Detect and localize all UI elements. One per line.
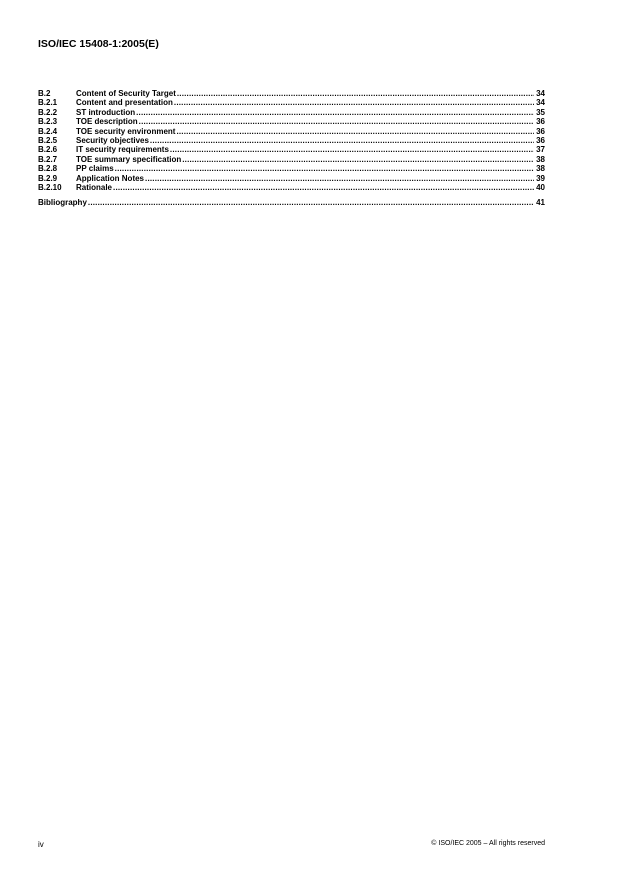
toc-entry-title: ST introduction xyxy=(76,107,136,117)
toc-entry-page: 37 xyxy=(536,145,545,155)
toc-leader-dots xyxy=(139,117,534,126)
table-of-contents xyxy=(38,89,545,208)
toc-entry-title: Application Notes xyxy=(76,173,145,183)
toc-leader-dots xyxy=(136,108,534,117)
toc-entry-bibliography[interactable] xyxy=(38,198,545,207)
toc-entry-page: 35 xyxy=(536,107,545,117)
toc-entry-title: Security objectives xyxy=(76,135,149,145)
toc-entry-page: 34 xyxy=(536,98,545,108)
toc-entry-page: 34 xyxy=(536,88,545,98)
toc-leader-dots xyxy=(115,164,534,173)
toc-leader-dots xyxy=(88,198,534,207)
toc-entry[interactable] xyxy=(38,98,545,107)
toc-entry[interactable] xyxy=(38,89,545,98)
toc-leader-dots xyxy=(145,174,534,183)
toc-leader-dots xyxy=(182,155,534,164)
page-number: iv xyxy=(38,840,44,849)
toc-entry-number: B.2.7 xyxy=(38,154,58,164)
toc-entry-page: 36 xyxy=(536,117,545,127)
toc-entry-page: 36 xyxy=(536,126,545,136)
toc-entry-title: Bibliography xyxy=(38,198,87,208)
toc-entry-page: 36 xyxy=(536,135,545,145)
toc-entry[interactable] xyxy=(38,155,545,164)
toc-entry-number: B.2.1 xyxy=(38,98,58,108)
toc-entry-title: TOE summary specification xyxy=(76,154,182,164)
toc-entry[interactable] xyxy=(38,108,545,117)
toc-leader-dots xyxy=(150,136,534,145)
toc-entry-page: 38 xyxy=(536,164,545,174)
toc-entry-number: B.2.3 xyxy=(38,117,58,127)
toc-leader-dots xyxy=(176,127,534,136)
toc-entry[interactable] xyxy=(38,174,545,183)
toc-entry-number: B.2.9 xyxy=(38,173,58,183)
toc-entry-number: B.2 xyxy=(38,88,51,98)
toc-entry-title: Content of Security Target xyxy=(76,88,176,98)
toc-entry-number: B.2.2 xyxy=(38,107,58,117)
copyright-notice: © ISO/IEC 2005 – All rights reserved xyxy=(431,840,545,847)
toc-entry[interactable] xyxy=(38,164,545,173)
toc-leader-dots xyxy=(177,89,534,98)
toc-entry-page: 39 xyxy=(536,173,545,183)
toc-entry-title: PP claims xyxy=(76,164,114,174)
toc-entry-title: TOE security environment xyxy=(76,126,176,136)
toc-entry[interactable] xyxy=(38,136,545,145)
toc-entry[interactable] xyxy=(38,127,545,136)
toc-leader-dots xyxy=(113,183,534,192)
toc-entry-number: B.2.8 xyxy=(38,164,58,174)
toc-entry-page: 41 xyxy=(536,198,545,208)
toc-entry-title: TOE description xyxy=(76,117,138,127)
toc-entry-number: B.2.6 xyxy=(38,145,58,155)
toc-entry[interactable] xyxy=(38,145,545,154)
toc-entry-title: IT security requirements xyxy=(76,145,169,155)
toc-entry-number: B.2.4 xyxy=(38,126,58,136)
toc-leader-dots xyxy=(170,145,534,154)
toc-entry[interactable] xyxy=(38,117,545,126)
toc-entry-number: B.2.5 xyxy=(38,135,58,145)
document-header: ISO/IEC 15408-1:2005(E) xyxy=(38,38,159,50)
toc-leader-dots xyxy=(174,98,534,107)
toc-entry-title: Content and presentation xyxy=(76,98,173,108)
toc-entry[interactable] xyxy=(38,183,545,192)
toc-entry-page: 38 xyxy=(536,154,545,164)
toc-entry-title: Rationale xyxy=(76,182,113,192)
toc-entry-number: B.2.10 xyxy=(38,182,62,192)
toc-entry-page: 40 xyxy=(536,182,545,192)
